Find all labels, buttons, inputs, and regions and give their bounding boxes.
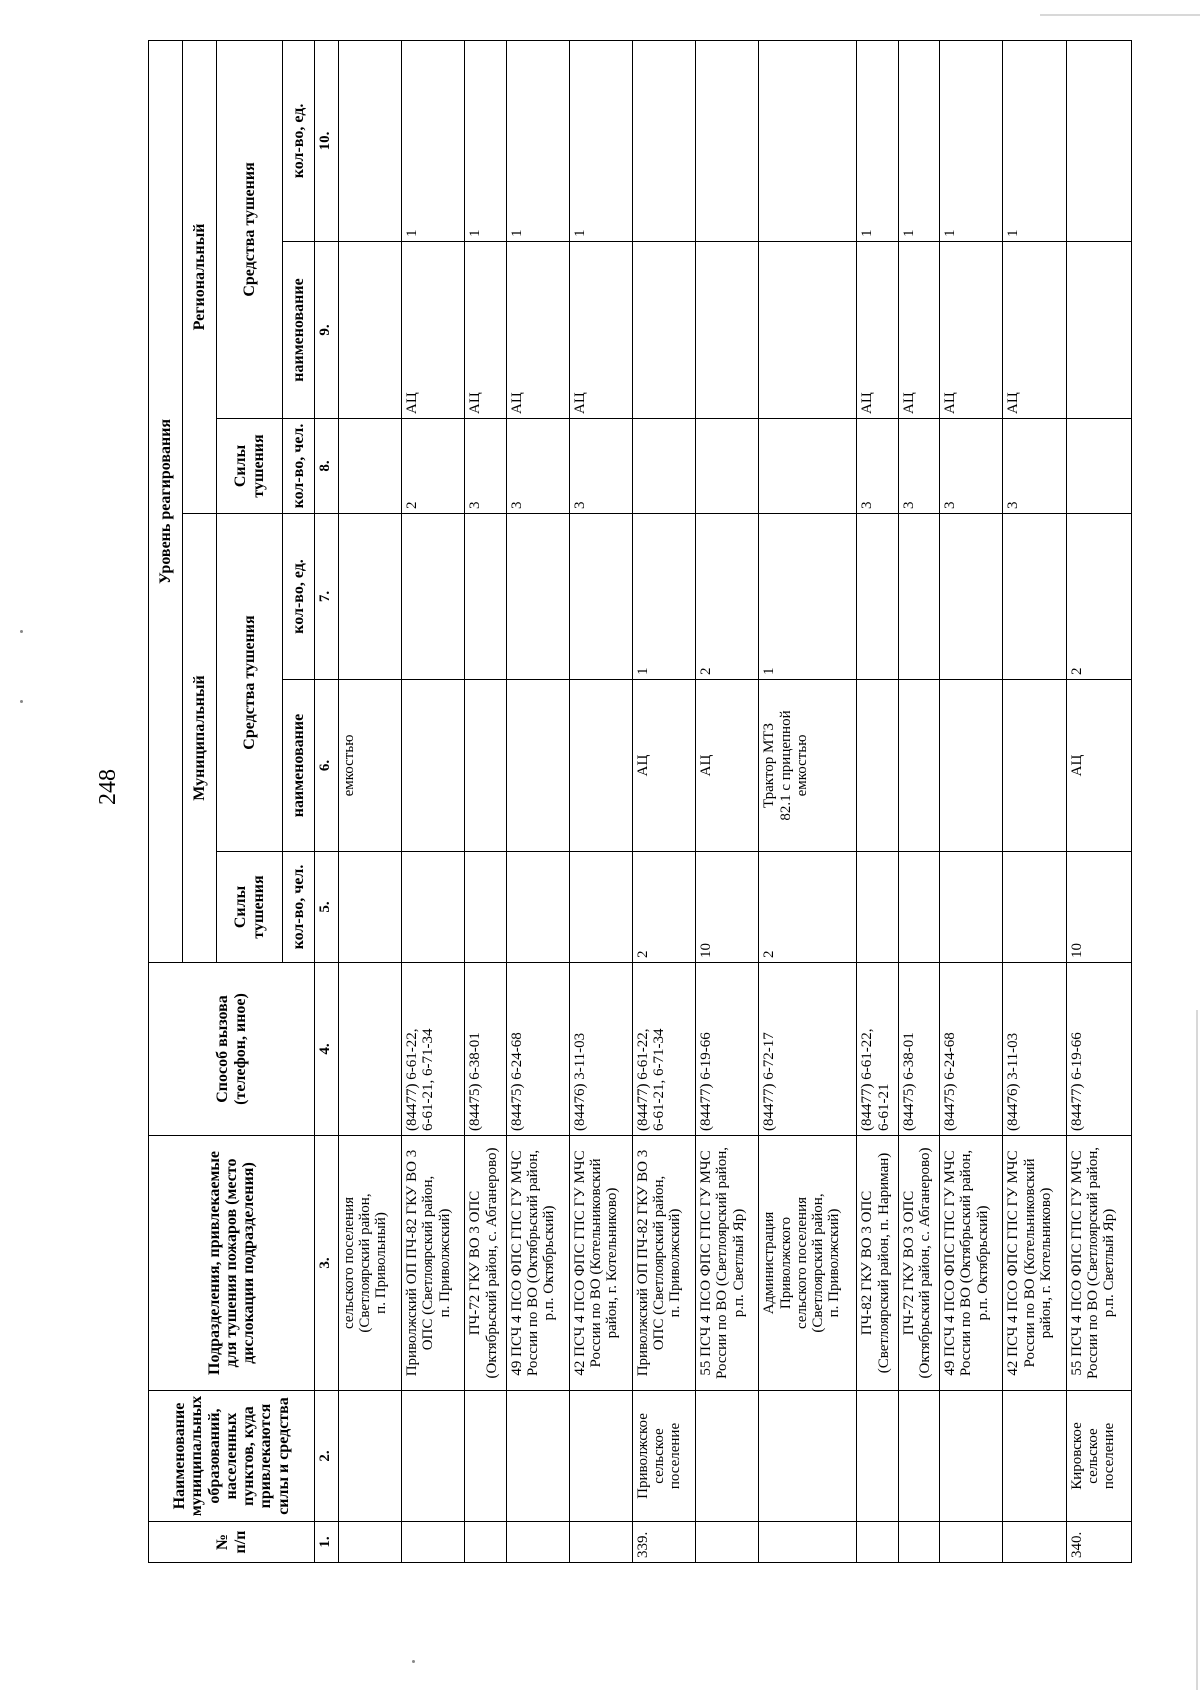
table-row — [696, 40, 759, 1562]
municipal-means-cell — [857, 680, 898, 852]
municipal-means-cell — [940, 680, 1003, 852]
regional-means-cell: АЦ — [569, 242, 632, 419]
call-cell: (84476) 3-11-03 — [1003, 963, 1066, 1136]
municipality-cell — [506, 1391, 569, 1522]
call-cell: (84475) 6-38-01 — [465, 963, 506, 1136]
municipal-forces-cell — [898, 852, 939, 963]
regional-means-cell: АЦ — [898, 242, 939, 419]
call-cell: (84477) 6-61-22, 6-61-21 — [857, 963, 898, 1136]
regional-qty-cell: 1 — [506, 40, 569, 241]
table-row — [857, 40, 898, 1562]
response-table — [148, 40, 1132, 1563]
table-row — [940, 40, 1003, 1562]
page-number: 248 — [95, 769, 121, 805]
municipal-qty-cell — [506, 514, 569, 680]
call-cell: (84477) 6-61-22, 6-61-21, 6-71-34 — [402, 963, 465, 1136]
call-cell: (84477) 6-19-66 — [696, 963, 759, 1136]
header-m-forces: Силы тушения — [217, 852, 283, 963]
call-cell: (84475) 6-38-01 — [898, 963, 939, 1136]
scan-edge-top — [1040, 14, 1200, 16]
regional-means-cell — [696, 242, 759, 419]
regional-qty-cell: 1 — [898, 40, 939, 241]
municipal-means-cell — [506, 680, 569, 852]
municipal-means-cell: Трактор МТЗ 82.1 с прицепной емкостью — [759, 680, 857, 852]
regional-forces-cell — [339, 419, 402, 514]
unit-cell: Администрация Приволжского сельского поселения (Светлоярский район, п. Приволжский) — [759, 1136, 857, 1391]
row-number-cell — [569, 1522, 632, 1563]
table-row — [1066, 40, 1131, 1562]
call-cell: (84475) 6-24-68 — [506, 963, 569, 1136]
municipality-cell — [857, 1391, 898, 1522]
header-m-qty-people: кол-во, чел. — [283, 852, 315, 963]
scan-speck — [20, 630, 23, 633]
unit-cell: Приволжский ОП ПЧ-82 ГКУ ВО 3 ОПС (Светлоярский район, п. Приволжский) — [402, 1136, 465, 1391]
row-number-cell — [465, 1522, 506, 1563]
municipal-qty-cell — [898, 514, 939, 680]
column-number: 6. — [315, 680, 339, 852]
column-number: 8. — [315, 419, 339, 514]
column-number: 1. — [315, 1522, 339, 1563]
municipal-qty-cell — [1003, 514, 1066, 680]
header-m-qty-units: кол-во, ед. — [283, 514, 315, 680]
municipal-forces-cell: 10 — [696, 852, 759, 963]
table-row — [506, 40, 569, 1562]
municipal-means-cell — [465, 680, 506, 852]
column-number: 7. — [315, 514, 339, 680]
municipal-forces-cell — [569, 852, 632, 963]
regional-forces-cell: 3 — [465, 419, 506, 514]
row-number-cell — [402, 1522, 465, 1563]
regional-forces-cell: 3 — [940, 419, 1003, 514]
header-r-name: наименование — [283, 242, 315, 419]
municipality-cell — [569, 1391, 632, 1522]
regional-forces-cell: 3 — [506, 419, 569, 514]
table-row — [569, 40, 632, 1562]
unit-cell: 55 ПСЧ 4 ПСО ФПС ГПС ГУ МЧС России по ВО (Светлоярский район, р.п. Светлый Яр) — [696, 1136, 759, 1391]
regional-means-cell: АЦ — [465, 242, 506, 419]
regional-means-cell: АЦ — [506, 242, 569, 419]
regional-forces-cell: 3 — [1003, 419, 1066, 514]
municipal-means-cell — [569, 680, 632, 852]
scan-speck — [20, 700, 23, 703]
row-number-cell — [339, 1522, 402, 1563]
municipal-forces-cell: 10 — [1066, 852, 1131, 963]
municipality-cell — [1003, 1391, 1066, 1522]
column-number: 10. — [315, 40, 339, 241]
regional-forces-cell — [759, 419, 857, 514]
row-number-cell — [1003, 1522, 1066, 1563]
row-number-cell: 340. — [1066, 1522, 1131, 1563]
municipality-cell — [402, 1391, 465, 1522]
municipal-forces-cell — [506, 852, 569, 963]
regional-means-cell: АЦ — [857, 242, 898, 419]
municipal-qty-cell — [465, 514, 506, 680]
column-number: 3. — [315, 1136, 339, 1391]
row-number-cell — [857, 1522, 898, 1563]
municipality-cell — [759, 1391, 857, 1522]
table-row — [339, 40, 402, 1562]
municipal-qty-cell — [857, 514, 898, 680]
unit-cell: ПЧ-82 ГКУ ВО 3 ОПС (Светлоярский район, п. Нариман) — [857, 1136, 898, 1391]
municipality-cell — [465, 1391, 506, 1522]
unit-cell: 42 ПСЧ 4 ПСО ФПС ГПС ГУ МЧС России по ВО (Котельниковский район, г. Котельниково) — [1003, 1136, 1066, 1391]
regional-qty-cell: 1 — [940, 40, 1003, 241]
municipal-forces-cell — [857, 852, 898, 963]
regional-qty-cell — [759, 40, 857, 241]
regional-means-cell: АЦ — [940, 242, 1003, 419]
regional-means-cell — [1066, 242, 1131, 419]
row-number-cell: 339. — [633, 1522, 696, 1563]
municipality-cell — [696, 1391, 759, 1522]
municipal-forces-cell: 2 — [759, 852, 857, 963]
unit-cell: ПЧ-72 ГКУ ВО 3 ОПС (Октябрьский район, с. Абганерово) — [465, 1136, 506, 1391]
regional-qty-cell — [633, 40, 696, 241]
municipal-forces-cell — [339, 852, 402, 963]
header-m-name: наименование — [283, 680, 315, 852]
call-cell: (84475) 6-24-68 — [940, 963, 1003, 1136]
regional-forces-cell: 2 — [402, 419, 465, 514]
table-row — [402, 40, 465, 1562]
municipal-qty-cell — [339, 514, 402, 680]
municipality-cell — [898, 1391, 939, 1522]
regional-forces-cell — [633, 419, 696, 514]
table-row — [898, 40, 939, 1562]
header-r-qty-units: кол-во, ед. — [283, 40, 315, 241]
municipal-means-cell: АЦ — [696, 680, 759, 852]
column-number: 4. — [315, 963, 339, 1136]
regional-forces-cell — [696, 419, 759, 514]
municipal-forces-cell — [1003, 852, 1066, 963]
call-cell: (84476) 3-11-03 — [569, 963, 632, 1136]
regional-qty-cell: 1 — [402, 40, 465, 241]
header-r-qty-people: кол-во, чел. — [283, 419, 315, 514]
header-municipality: Наименование муниципальных образований, населенных пунктов, куда привлекаются силы и средства — [149, 1391, 315, 1522]
regional-means-cell — [633, 242, 696, 419]
regional-qty-cell: 1 — [465, 40, 506, 241]
unit-cell: 55 ПСЧ 4 ПСО ФПС ГПС ГУ МЧС России по ВО (Светлоярский район, р.п. Светлый Яр) — [1066, 1136, 1131, 1391]
row-number-cell — [759, 1522, 857, 1563]
header-regional: Региональный — [183, 40, 217, 513]
header-r-forces: Силы тушения — [217, 419, 283, 514]
municipality-cell — [940, 1391, 1003, 1522]
scan-speck — [412, 1660, 415, 1663]
unit-cell: ПЧ-72 ГКУ ВО 3 ОПС (Октябрьский район, с. Абганерово) — [898, 1136, 939, 1391]
municipal-qty-cell: 2 — [1066, 514, 1131, 680]
call-cell: (84477) 6-72-17 — [759, 963, 857, 1136]
municipality-cell: Кировское сельское поселение — [1066, 1391, 1131, 1522]
municipal-qty-cell — [569, 514, 632, 680]
scan-edge-right — [1196, 1010, 1198, 1690]
regional-qty-cell — [1066, 40, 1131, 241]
municipal-means-cell: емкостью — [339, 680, 402, 852]
column-number: 2. — [315, 1391, 339, 1522]
regional-forces-cell: 3 — [898, 419, 939, 514]
header-response-level: Уровень реагирования — [149, 40, 183, 962]
table-row — [759, 40, 857, 1562]
municipal-qty-cell — [402, 514, 465, 680]
municipal-means-cell — [402, 680, 465, 852]
unit-cell: 49 ПСЧ 4 ПСО ФПС ГПС ГУ МЧС России по ВО (Октябрьский район, р.п. Октябрьский) — [940, 1136, 1003, 1391]
municipality-cell — [339, 1391, 402, 1522]
regional-qty-cell: 1 — [1003, 40, 1066, 241]
call-cell — [339, 963, 402, 1136]
regional-qty-cell: 1 — [857, 40, 898, 241]
municipal-forces-cell — [402, 852, 465, 963]
unit-cell: сельского поселения (Светлоярский район, п. Привольный) — [339, 1136, 402, 1391]
table-row — [465, 40, 506, 1562]
row-number-cell — [696, 1522, 759, 1563]
regional-qty-cell — [696, 40, 759, 241]
table-row — [1003, 40, 1066, 1562]
regional-forces-cell: 3 — [569, 419, 632, 514]
call-cell: (84477) 6-61-22, 6-61-21, 6-71-34 — [633, 963, 696, 1136]
municipal-forces-cell — [465, 852, 506, 963]
municipal-qty-cell: 1 — [759, 514, 857, 680]
municipal-means-cell: АЦ — [1066, 680, 1131, 852]
header-num: № п/п — [149, 1522, 315, 1563]
regional-qty-cell — [339, 40, 402, 241]
rotated-table-container — [148, 41, 1132, 1563]
regional-means-cell — [339, 242, 402, 419]
municipal-means-cell — [1003, 680, 1066, 852]
column-number: 9. — [315, 242, 339, 419]
municipal-forces-cell: 2 — [633, 852, 696, 963]
regional-means-cell — [759, 242, 857, 419]
header-municipal: Муниципальный — [183, 514, 217, 963]
municipality-cell: Приволжское сельское поселение — [633, 1391, 696, 1522]
regional-means-cell: АЦ — [1003, 242, 1066, 419]
regional-forces-cell: 3 — [857, 419, 898, 514]
regional-qty-cell: 1 — [569, 40, 632, 241]
call-cell: (84477) 6-19-66 — [1066, 963, 1131, 1136]
unit-cell: 42 ПСЧ 4 ПСО ФПС ГПС ГУ МЧС России по ВО (Котельниковский район, г. Котельниково) — [569, 1136, 632, 1391]
row-number-cell — [506, 1522, 569, 1563]
regional-forces-cell — [1066, 419, 1131, 514]
municipal-qty-cell: 1 — [633, 514, 696, 680]
header-m-means: Средства тушения — [217, 514, 283, 852]
header-units: Подразделения, привлекаемые для тушения пожаров (место дислокации подразделения) — [149, 1136, 315, 1391]
header-r-means: Средства тушения — [217, 40, 283, 418]
row-number-cell — [940, 1522, 1003, 1563]
municipal-means-cell: АЦ — [633, 680, 696, 852]
municipal-forces-cell — [940, 852, 1003, 963]
regional-means-cell: АЦ — [402, 242, 465, 419]
table-body — [339, 40, 1132, 1562]
row-number-cell — [898, 1522, 939, 1563]
municipal-qty-cell — [940, 514, 1003, 680]
table-row — [633, 40, 696, 1562]
unit-cell: Приволжский ОП ПЧ-82 ГКУ ВО 3 ОПС (Светлоярский район, п. Приволжский) — [633, 1136, 696, 1391]
column-number: 5. — [315, 852, 339, 963]
municipal-qty-cell: 2 — [696, 514, 759, 680]
unit-cell: 49 ПСЧ 4 ПСО ФПС ГПС ГУ МЧС России по ВО (Октябрьский район, р.п. Октябрьский) — [506, 1136, 569, 1391]
header-call: Способ вызова (телефон, иное) — [149, 963, 315, 1136]
municipal-means-cell — [898, 680, 939, 852]
